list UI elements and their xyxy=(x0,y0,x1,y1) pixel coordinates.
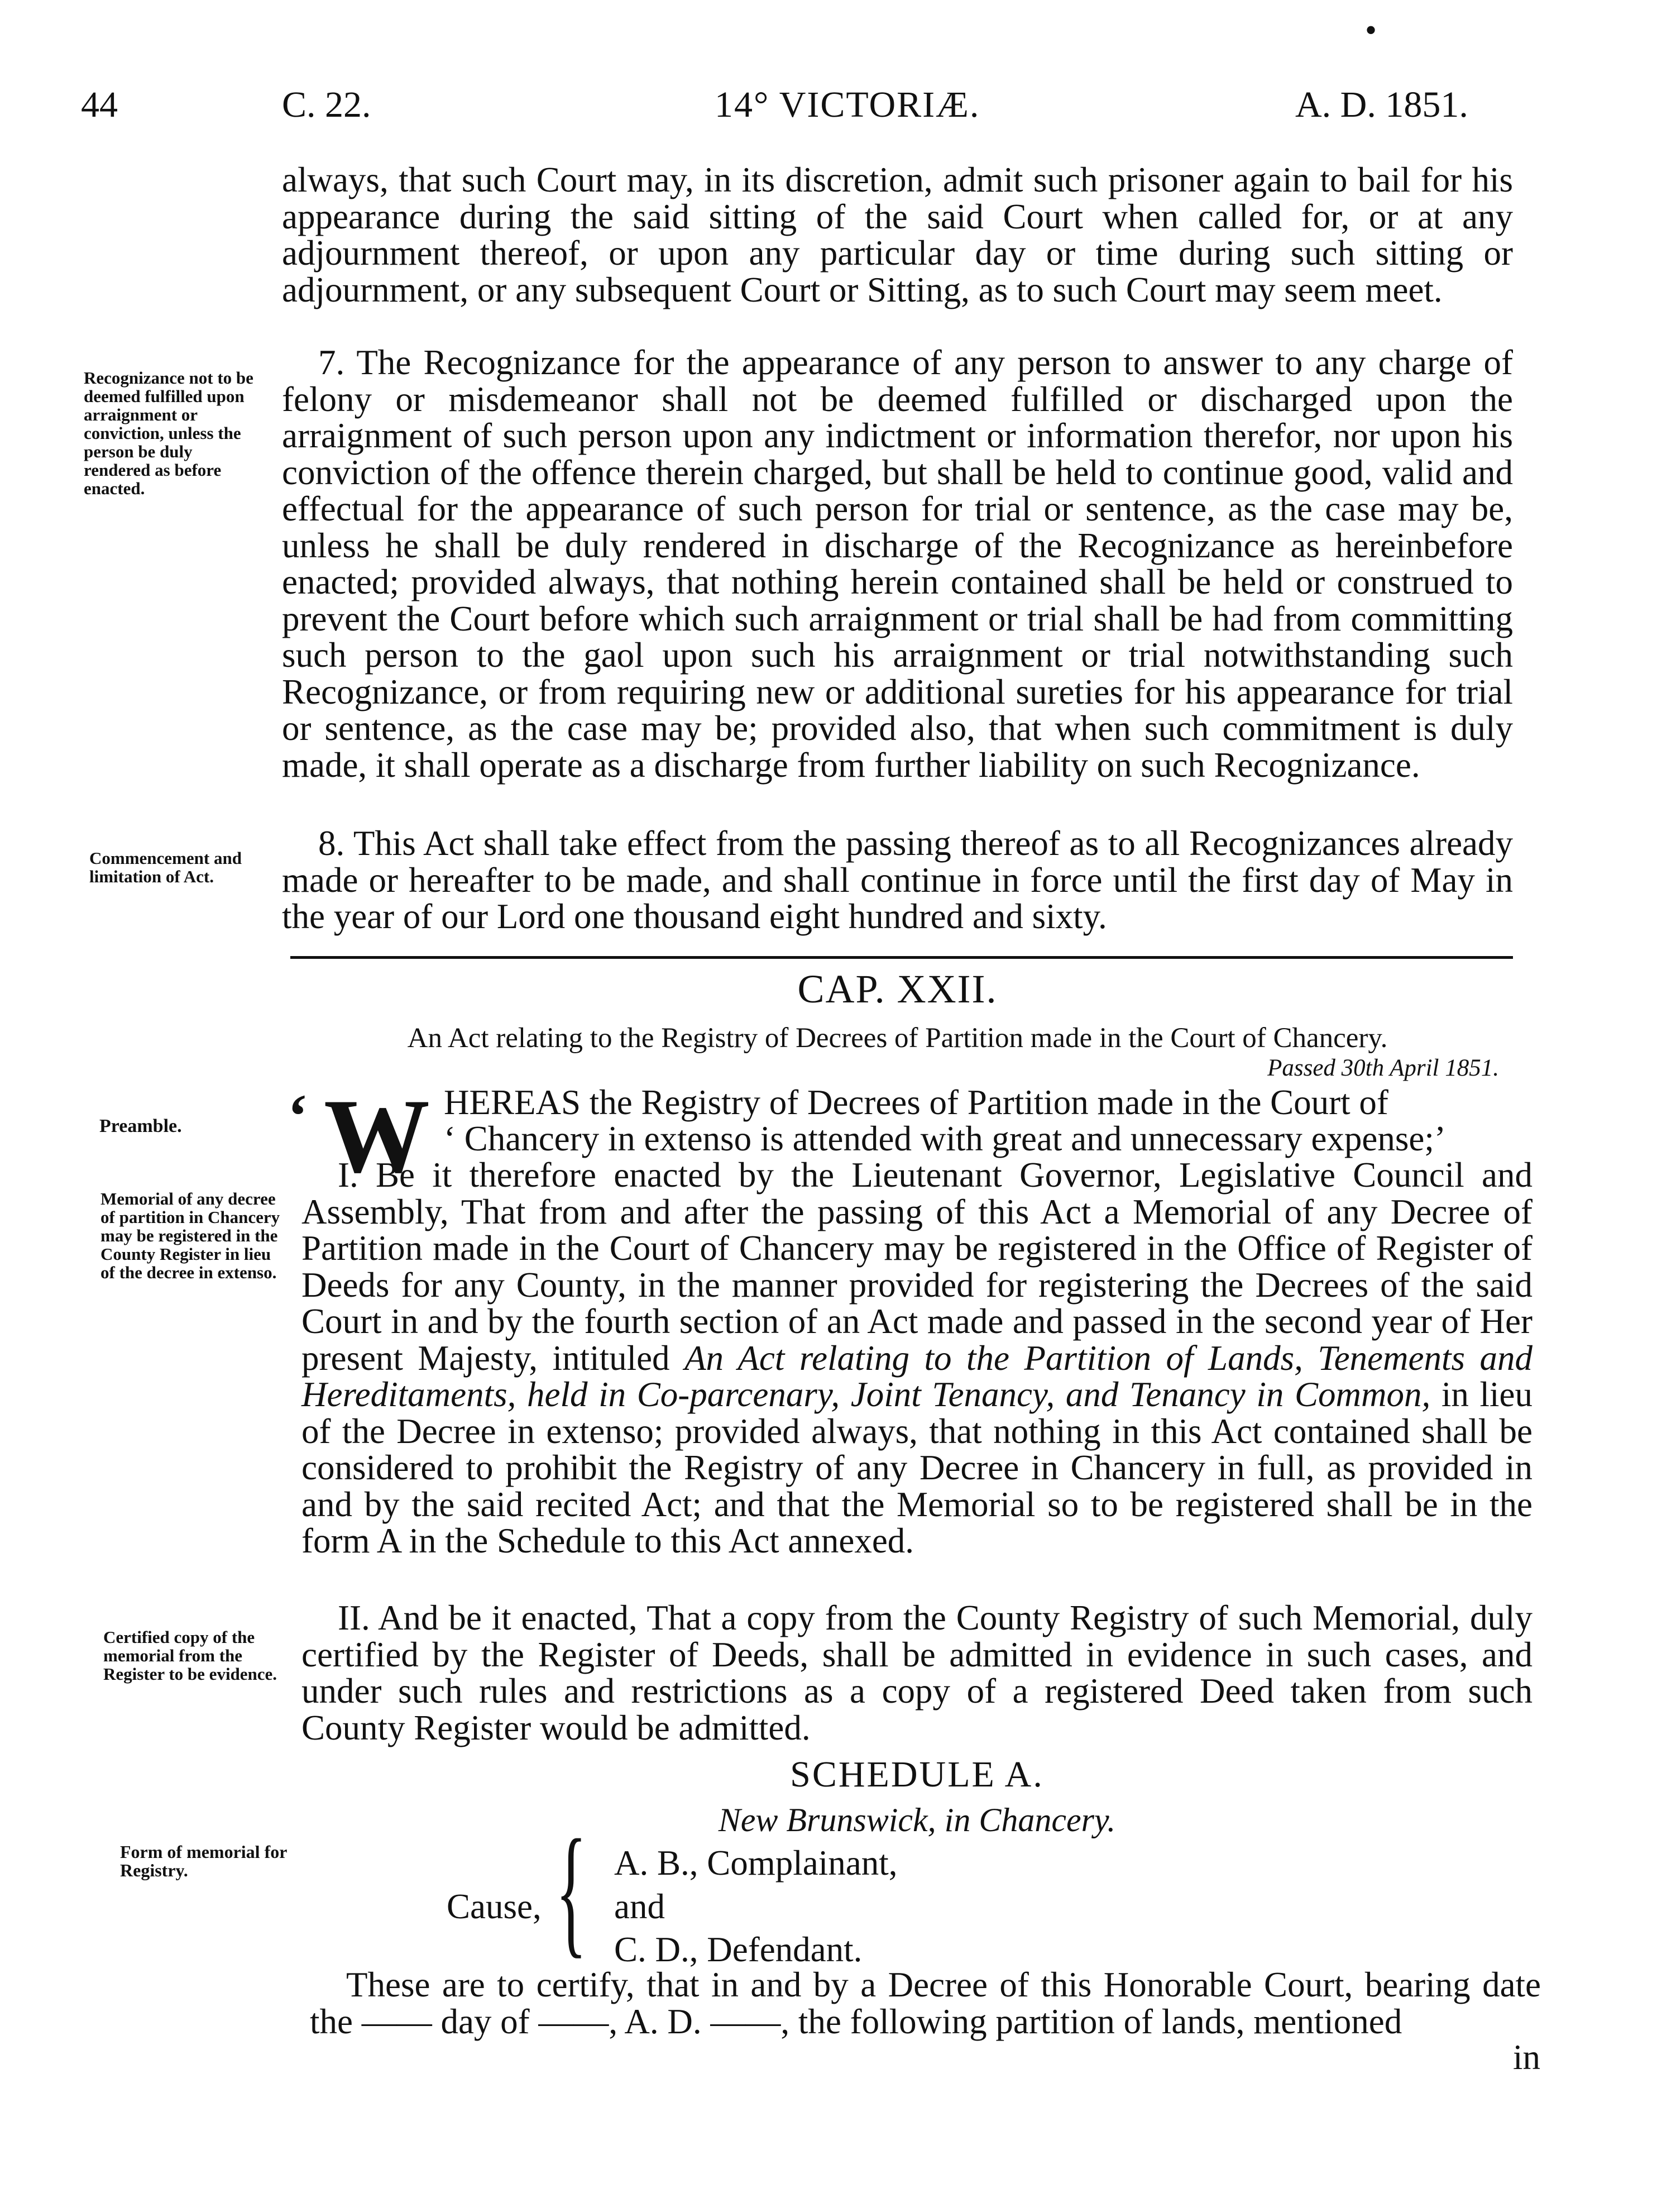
section-7-text: 7. The Recognizance for the appearance of any person to answer to any charge of felony or misdemeanor shall not be deemed fulfilled or discharged upon the arraignment of such person upon any indictment or information therefor, nor upon his conviction of the offence therein charged, but shall be held to continue good, valid and effectual for the appearance of such person for trial or sentence, as the case may be, unless he shall be duly rendered in discharge of the Recognizance as hereinbefore enacted; provided always, that nothing herein contained shall be held or construed to prevent the Court before which such arraignment or trial shall be had from committing such person to the gaol upon such his arraignment or trial notwithstanding such Recognizance, or from requiring new or additional sureties for his appearance for trial or sentence, as the case may be; provided also, that when such commitment is duly made, it shall operate as a discharge from further liability on such Recognizance. xyxy=(282,343,1513,785)
margin-note-schedule: Form of memorial for Registry. xyxy=(120,1842,287,1880)
chapter-number: C. 22. xyxy=(282,84,371,125)
party-defendant: C. D., Defendant. xyxy=(614,1930,863,1969)
year: A. D. 1851. xyxy=(1295,84,1468,125)
section-divider xyxy=(290,956,1513,959)
schedule-court: New Brunswick, in Chancery. xyxy=(718,1802,1116,1838)
passed-date: Passed 30th April 1851. xyxy=(1267,1055,1499,1081)
margin-note-preamble: Preamble. xyxy=(99,1116,182,1136)
margin-note-section-II: Certified copy of the memorial from the Register to be evidence. xyxy=(103,1627,277,1684)
section-8-text: 8. This Act shall take effect from the passing thereof as to all Recognizances already made or hereafter to be made, and shall continue in force until the first day of May in the year of our Lord one thousand eight hundred and sixty. xyxy=(282,824,1513,936)
continuation-paragraph xyxy=(282,162,1513,308)
section-I-text-after: in lieu of the Decree in extenso; provided always, that nothing in this Act contained shall be considered to prohibit the Registry of any Decree in Chancery in full, as provided in and by the said recited Act; and that the Memorial so to be registered shall be in the form A in the Schedule to this Act annexed. xyxy=(301,1375,1533,1560)
section-II-text: II. And be it enacted, That a copy from the County Registry of such Memorial, duly certified by the Register of Deeds, shall be admitted in evidence in such cases, and under such rules and restrictions as a copy of a registered Deed taken from such County Register would be admitted. xyxy=(301,1598,1533,1747)
parties-brace: { xyxy=(555,1810,587,1971)
schedule-title: SCHEDULE A. xyxy=(790,1754,1044,1795)
section-8 xyxy=(282,825,1513,935)
preamble-line-2: ‘ Chancery in extenso is attended with great and unnecessary expense;’ xyxy=(444,1119,1446,1158)
preamble-open-quote: ‘ xyxy=(288,1082,308,1150)
schedule-closing-text: These are to certify, that in and by a Decree of this Honorable Court, bearing date the —— day of ——, A. D. ——, the following partition of lands, mentioned xyxy=(310,1965,1541,2041)
section-I-text-before: I. Be it therefore enacted by the Lieutenant Governor, Legislative Council and Assembly, That from and after the passing of this Act a Memorial of any Decree of Partition made in the Court of Chancery may be registered in the Office of Register of Deeds for any County, in the manner provided for registering the Decrees of the said Court in and by the fourth section of an Act made and passed in the second year of Her present Majesty, intituled xyxy=(301,1155,1533,1378)
catchword: in xyxy=(1513,2038,1541,2077)
continuation-text: always, that such Court may, in its discretion, admit such prisoner again to bail for his appearance during the said sitting of the said Court when called for, or at any adjournment thereof, or upon any particular day or time during such sitting or adjournment, or any subsequent Court or Sitting, as to such Court may seem meet. xyxy=(282,160,1513,309)
party-complainant: A. B., Complainant, xyxy=(614,1843,898,1883)
section-I xyxy=(301,1157,1533,1560)
schedule-closing xyxy=(310,1967,1541,2040)
margin-note-section-I: Memorial of any decree of partition in Chancery may be registered in the County Register in lieu of the decree in extenso. xyxy=(100,1189,280,1282)
margin-note-section-8: Commencement and limitation of Act. xyxy=(89,848,242,886)
section-II xyxy=(301,1600,1533,1746)
drop-cap-initial: W xyxy=(324,1078,430,1195)
party-connector: and xyxy=(614,1887,665,1926)
section-7 xyxy=(282,345,1513,783)
section-I-cited-act-title: An Act relating to the Partition of Lands, Tenements and Hereditaments, held in Co-parcenary, Joint Tenancy, and Tenancy in Common, xyxy=(301,1338,1533,1414)
preamble-line-1: HEREAS the Registry of Decrees of Partition made in the Court of xyxy=(444,1083,1388,1122)
page-number: 44 xyxy=(81,84,118,125)
regnal-year: 14° VICTORIÆ. xyxy=(715,84,980,125)
cause-label: Cause, xyxy=(447,1887,542,1926)
stray-dot: • xyxy=(1365,12,1377,49)
cap-title: CAP. XXII. xyxy=(797,967,998,1011)
margin-note-section-7: Recognizance not to be deemed fulfilled upon arraignment or conviction, unless the person be duly rendered as before enacted. xyxy=(84,368,253,498)
act-title: An Act relating to the Registry of Decrees of Partition made in the Court of Chancery. xyxy=(407,1023,1388,1054)
